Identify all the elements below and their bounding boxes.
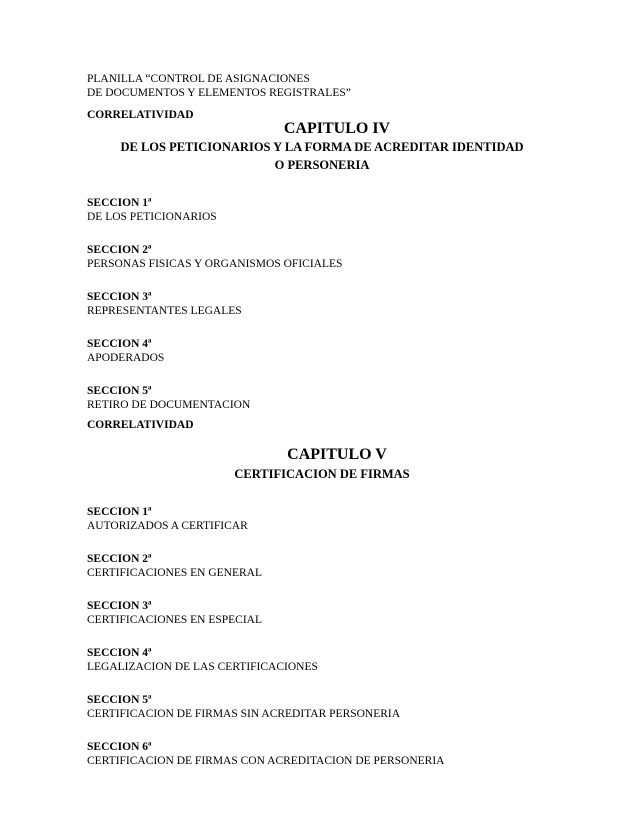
chapter-4-subtitle-line-2: O PERSONERIA	[274, 158, 370, 172]
section-name: RETIRO DE DOCUMENTACION	[87, 399, 251, 411]
section-number: SECCION 5ª	[87, 385, 152, 397]
section-name: APODERADOS	[87, 352, 165, 364]
correlatividad-label: CORRELATIVIDAD	[87, 109, 194, 121]
chapter-4-subtitle-line-1: DE LOS PETICIONARIOS Y LA FORMA DE ACREDITAR IDENTIDAD	[120, 140, 524, 154]
section-number: SECCION 4ª	[87, 338, 152, 350]
section-name: AUTORIZADOS A CERTIFICAR	[87, 520, 248, 532]
section-name: CERTIFICACIONES EN ESPECIAL	[87, 614, 263, 626]
chapter-4-title: CAPITULO IV	[283, 120, 391, 137]
chapter-5-section-4	[87, 646, 557, 674]
section-number: SECCION 3ª	[87, 291, 152, 303]
chapter-4-section-1	[87, 196, 557, 224]
chapter-5-section-3	[87, 599, 557, 627]
section-name: CERTIFICACION DE FIRMAS SIN ACREDITAR PERSONERIA	[87, 708, 401, 720]
header-line-2: DE DOCUMENTOS Y ELEMENTOS REGISTRALES”	[87, 87, 351, 99]
section-name: CERTIFICACIONES EN GENERAL	[87, 567, 262, 579]
section-number: SECCION 2ª	[87, 553, 152, 565]
chapter-4-section-5	[87, 384, 557, 412]
chapter-4-section-4	[87, 337, 557, 365]
section-number: SECCION 4ª	[87, 647, 152, 659]
chapter-4-section-3	[87, 290, 557, 318]
header-line-1: PLANILLA “CONTROL DE ASIGNACIONES	[87, 73, 310, 85]
section-number: SECCION 1ª	[87, 197, 152, 209]
chapter-5-section-2	[87, 552, 557, 580]
section-number: SECCION 3ª	[87, 600, 152, 612]
document-page	[87, 72, 557, 768]
correlatividad-label: CORRELATIVIDAD	[87, 419, 194, 431]
chapter-5-section-5	[87, 693, 557, 721]
section-number: SECCION 2ª	[87, 244, 152, 256]
section-name: DE LOS PETICIONARIOS	[87, 211, 217, 223]
section-number: SECCION 6ª	[87, 741, 152, 753]
section-name: REPRESENTANTES LEGALES	[87, 305, 242, 317]
chapter-5-subtitle: CERTIFICACION DE FIRMAS	[234, 467, 410, 481]
section-name: LEGALIZACION DE LAS CERTIFICACIONES	[87, 661, 318, 673]
section-number: SECCION 1ª	[87, 506, 152, 518]
section-name: CERTIFICACION DE FIRMAS CON ACREDITACION DE PERSONERIA	[87, 755, 445, 767]
chapter-5-section-6	[87, 740, 557, 768]
chapter-5-title: CAPITULO V	[287, 446, 387, 463]
section-name: PERSONAS FISICAS Y ORGANISMOS OFICIALES	[87, 258, 343, 270]
chapter-5-section-1	[87, 505, 557, 533]
section-number: SECCION 5ª	[87, 694, 152, 706]
chapter-4-section-2	[87, 243, 557, 271]
